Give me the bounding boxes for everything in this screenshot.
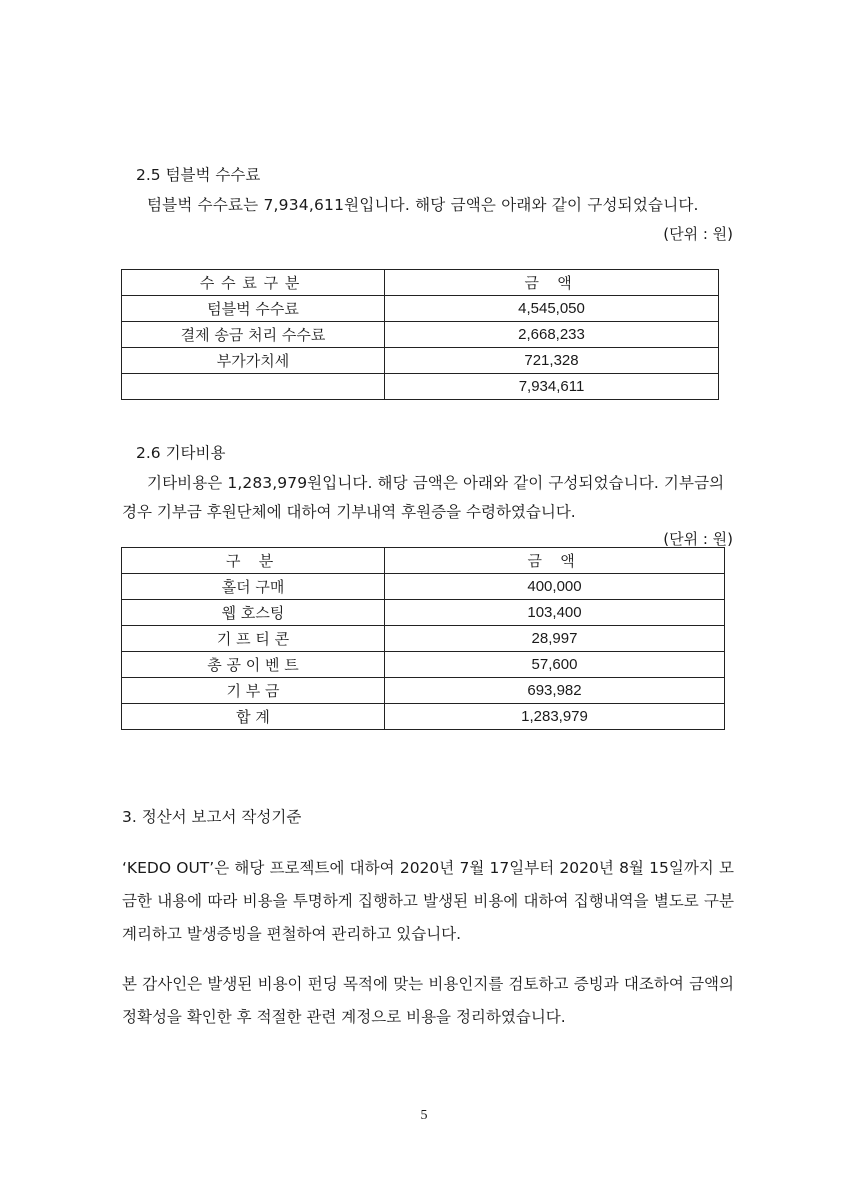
section-3-paragraph-1: ‘KEDO OUT’은 해당 프로젝트에 대하여 2020년 7월 17일부터 2020년 8월 15일까지 모금한 내용에 따라 비용을 투명하게 집행하고 발생된 비용에 대하여 집행내역을 별도로 구분 계리하고 발생증빙을 편철하여 관리하고 있습니다. (122, 859, 734, 943)
row-amount: 57,600 (385, 652, 725, 678)
table-header-amount: 금 액 (385, 270, 719, 296)
row-amount: 7,934,611 (385, 374, 719, 400)
table-row (122, 296, 719, 322)
row-label: 총 공 이 벤 트 (122, 652, 385, 678)
section-2-5-heading: 2.5 텀블벅 수수료 (136, 166, 261, 184)
row-amount: 103,400 (385, 600, 725, 626)
table-row-total (122, 704, 725, 730)
page-number: 5 (420, 1108, 428, 1123)
section-2-6-description-line2: 경우 기부금 후원단체에 대하여 기부내역 후원증을 수령하였습니다. (122, 503, 576, 521)
table-row (122, 652, 725, 678)
section-2-5-unit: (단위 : 원) (663, 225, 733, 243)
row-amount: 1,283,979 (385, 704, 725, 730)
row-label: 홀더 구매 (122, 574, 385, 600)
table-row (122, 348, 719, 374)
section-2-5-description: 텀블벅 수수료는 7,934,611원입니다. 해당 금액은 아래와 같이 구성되었습니다. (147, 196, 699, 214)
other-expenses-table (121, 547, 725, 730)
table-row (122, 626, 725, 652)
row-label (122, 374, 385, 400)
table-header-category: 수수료구분 (122, 270, 385, 296)
table-row (122, 574, 725, 600)
table-header-row (122, 548, 725, 574)
row-amount: 721,328 (385, 348, 719, 374)
row-amount: 400,000 (385, 574, 725, 600)
row-label: 결제 송금 처리 수수료 (122, 322, 385, 348)
table-header-category: 구 분 (122, 548, 385, 574)
table-row (122, 678, 725, 704)
tumblbug-fee-table (121, 269, 719, 400)
table-row-total (122, 374, 719, 400)
row-amount: 2,668,233 (385, 322, 719, 348)
table-header-amount: 금 액 (385, 548, 725, 574)
row-amount: 693,982 (385, 678, 725, 704)
section-2-6-heading: 2.6 기타비용 (136, 444, 226, 462)
row-label: 웹 호스팅 (122, 600, 385, 626)
section-2-6-unit: (단위 : 원) (663, 530, 733, 548)
row-amount: 4,545,050 (385, 296, 719, 322)
table-header-row (122, 270, 719, 296)
table-row (122, 600, 725, 626)
row-amount: 28,997 (385, 626, 725, 652)
table-row (122, 322, 719, 348)
row-label: 기 부 금 (122, 678, 385, 704)
section-3-paragraph-2: 본 감사인은 발생된 비용이 펀딩 목적에 맞는 비용인지를 검토하고 증빙과 대조하여 금액의 정확성을 확인한 후 적절한 관련 계정으로 비용을 정리하였습니다. (122, 975, 734, 1026)
row-label: 합 계 (122, 704, 385, 730)
section-2-6-description-line1: 기타비용은 1,283,979원입니다. 해당 금액은 아래와 같이 구성되었습니다. 기부금의 (147, 474, 725, 492)
row-label: 기 프 티 콘 (122, 626, 385, 652)
row-label: 텀블벅 수수료 (122, 296, 385, 322)
section-3-heading: 3. 정산서 보고서 작성기준 (122, 808, 302, 826)
row-label: 부가가치세 (122, 348, 385, 374)
